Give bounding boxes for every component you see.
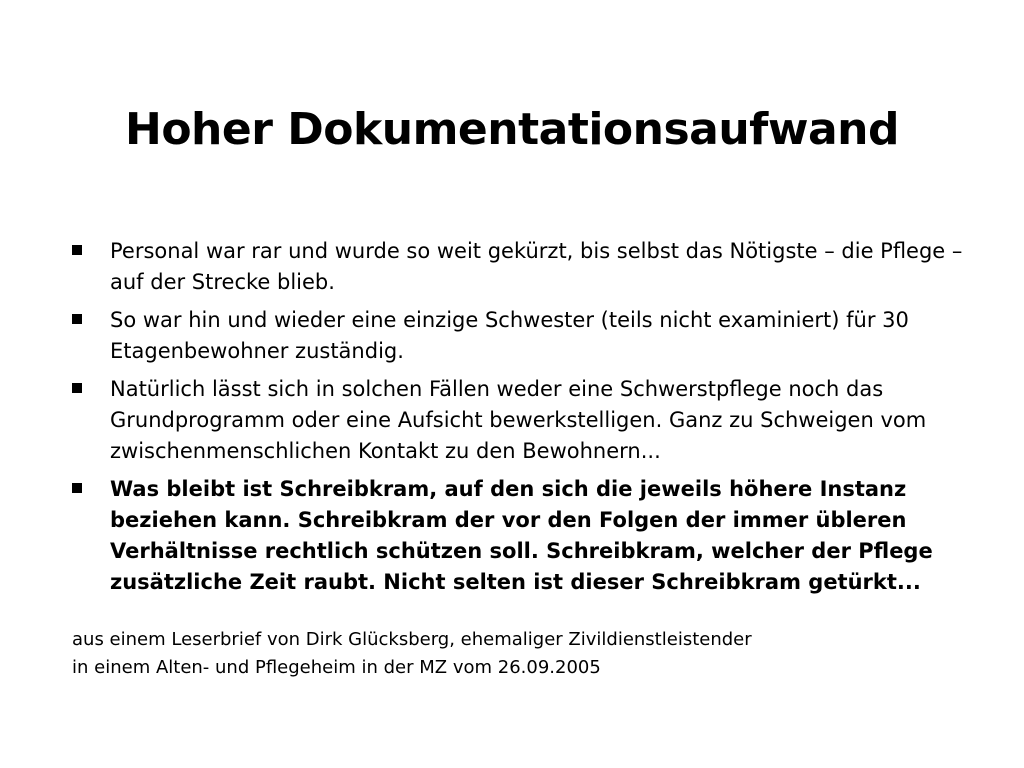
bullet-item [72,305,972,367]
square-bullet-icon [72,483,82,493]
slide-title: Hoher Dokumentationsaufwand [125,104,899,155]
source-line: in einem Alten- und Pflegeheim in der MZ vom 26.09.2005 [72,657,601,678]
bullet-item-emphasized [72,474,972,598]
source-citation [72,626,972,682]
square-bullet-icon [72,383,82,393]
source-line: aus einem Leserbrief von Dirk Glücksberg, ehemaliger Zivildienstleistender [72,629,752,650]
bullet-item [72,236,972,298]
bullet-text: Was bleibt ist Schreibkram, auf den sich die jeweils höhere Instanz beziehen kann. Schreibkram der vor den Folgen der immer übleren Verhältnisse rechtlich schützen soll. Schreibkram, welcher der Pflege zusätzliche Zeit raubt. Nicht selten ist dieser Schreibkram getürkt... [110,477,933,594]
bullet-list [72,236,972,605]
bullet-text: Natürlich lässt sich in solchen Fällen weder eine Schwerstpflege noch das Grundprogramm oder eine Aufsicht bewerkstelligen. Ganz zu Schweigen vom zwischenmenschlichen Kontakt zu den Bewohnern... [110,377,927,463]
square-bullet-icon [72,245,82,255]
square-bullet-icon [72,314,82,324]
bullet-text: So war hin und wieder eine einzige Schwester (teils nicht examiniert) für 30 Etagenbewohner zuständig. [110,308,909,363]
bullet-text: Personal war rar und wurde so weit gekürzt, bis selbst das Nötigste – die Pflege – auf der Strecke blieb. [110,239,963,294]
bullet-item [72,374,972,467]
